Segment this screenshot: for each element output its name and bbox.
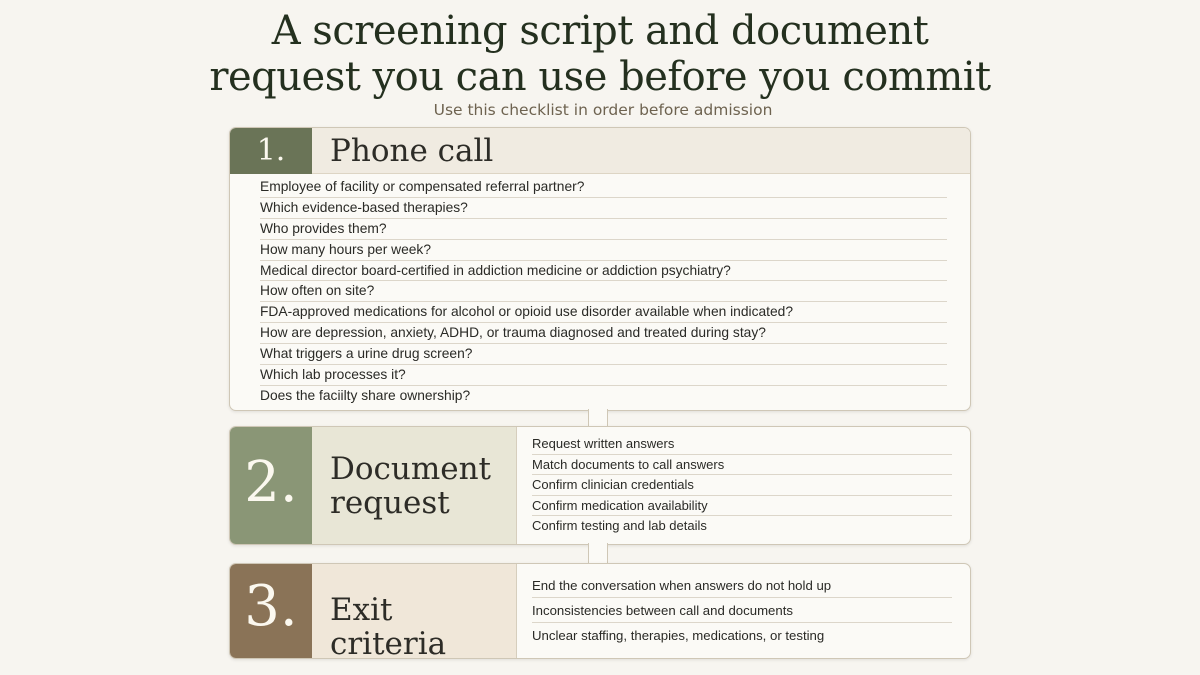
page-title-line-2: request you can use before you commit xyxy=(209,54,991,100)
list-item: Request written answers xyxy=(532,434,952,455)
step-3-exit-criteria-card xyxy=(229,563,971,659)
list-item: Employee of facility or compensated referral partner? xyxy=(260,177,947,198)
step-1-number: 1. xyxy=(230,128,312,174)
step-3-side-panel xyxy=(230,564,517,658)
step-2-title-line-2: request xyxy=(330,485,450,521)
step-1-header xyxy=(230,128,970,174)
list-item: Who provides them? xyxy=(260,219,947,240)
list-item: Medical director board-certified in addiction medicine or addiction psychiatry? xyxy=(260,261,947,282)
list-item: Confirm clinician credentials xyxy=(532,475,952,496)
step-2-title-line-1: Document xyxy=(330,451,492,487)
step-2-side-panel xyxy=(230,427,517,544)
list-item: Confirm testing and lab details xyxy=(532,518,707,533)
list-item: Which lab processes it? xyxy=(260,365,947,386)
list-item: Inconsistencies between call and documents xyxy=(532,598,952,623)
step-3-list xyxy=(532,573,952,648)
list-item: End the conversation when answers do not hold up xyxy=(532,573,952,598)
list-item: Does the faciilty share ownership? xyxy=(260,387,471,403)
list-item: How often on site? xyxy=(260,281,947,302)
page-subtitle: Use this checklist in order before admission xyxy=(433,101,773,119)
step-3-number: 3. xyxy=(230,564,312,658)
step-1-title: Phone call xyxy=(330,133,494,169)
step-2-list xyxy=(532,434,952,537)
list-item: Confirm medication availability xyxy=(532,496,952,517)
list-item: Match documents to call answers xyxy=(532,455,952,476)
page-title xyxy=(0,8,1200,100)
connector-2-to-3 xyxy=(588,543,608,565)
step-3-title: Exit criteria xyxy=(330,592,447,659)
list-item: Unclear staffing, therapies, medications, or testing xyxy=(532,628,825,643)
list-item: Which evidence-based therapies? xyxy=(260,198,947,219)
list-item: What triggers a urine drug screen? xyxy=(260,344,947,365)
page-title-line-1: A screening script and document xyxy=(271,8,929,54)
list-item: FDA-approved medications for alcohol or opioid use disorder available when indicated? xyxy=(260,302,947,323)
step-1-question-list xyxy=(260,177,947,407)
step-2-title xyxy=(330,452,491,520)
step-1-phone-call-card xyxy=(229,127,971,411)
list-item: How many hours per week? xyxy=(260,240,947,261)
step-2-document-request-card xyxy=(229,426,971,545)
list-item: How are depression, anxiety, ADHD, or trauma diagnosed and treated during stay? xyxy=(260,323,947,344)
step-2-number: 2. xyxy=(230,427,312,544)
